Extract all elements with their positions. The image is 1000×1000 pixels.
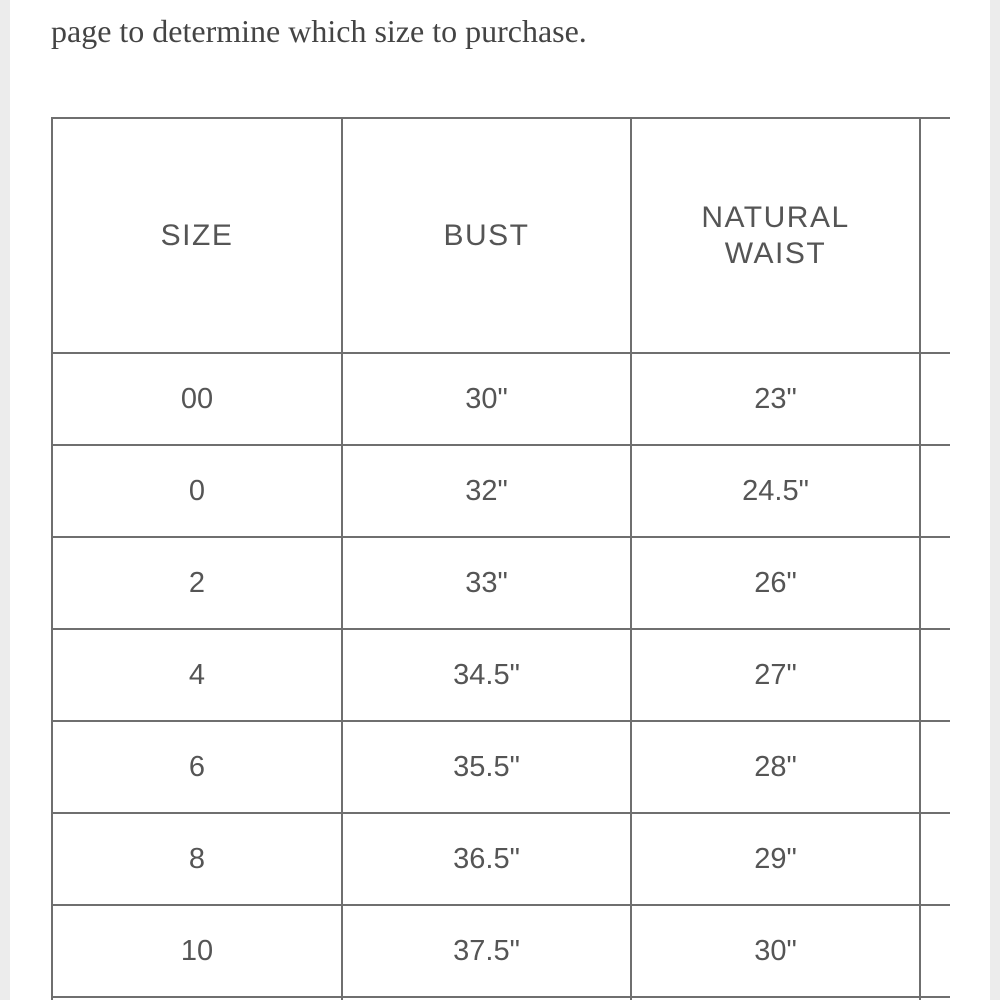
cell-size: 8 (52, 813, 342, 905)
table-row (52, 537, 950, 629)
cell-overflow (920, 629, 950, 721)
cell-overflow (920, 537, 950, 629)
size-chart-table (51, 117, 950, 1000)
column-header-natural-waist: NATURAL WAIST (631, 118, 920, 353)
cell-natural-waist: 28" (631, 721, 920, 813)
page-content (10, 0, 990, 1000)
cell-bust: 30" (342, 353, 631, 445)
table-row (52, 629, 950, 721)
cell-natural-waist: 24.5" (631, 445, 920, 537)
table-row (52, 813, 950, 905)
column-header-size: SIZE (52, 118, 342, 353)
cell-bust: 37.5" (342, 905, 631, 997)
table-row (52, 721, 950, 813)
table-row (52, 905, 950, 997)
cell-overflow (920, 905, 950, 997)
cell-overflow (920, 353, 950, 445)
cell-natural-waist: 26" (631, 537, 920, 629)
column-header-bust: BUST (342, 118, 631, 353)
cell-bust: 35.5" (342, 721, 631, 813)
cell-overflow (920, 721, 950, 813)
table-header-row (52, 118, 950, 353)
cell-size: 00 (52, 353, 342, 445)
column-header-overflow (920, 118, 950, 353)
cell-natural-waist: 30" (631, 905, 920, 997)
cell-natural-waist: 27" (631, 629, 920, 721)
cell-bust: 33" (342, 537, 631, 629)
cell-bust: 36.5" (342, 813, 631, 905)
cell-size: 0 (52, 445, 342, 537)
cell-size: 4 (52, 629, 342, 721)
cell-overflow (920, 445, 950, 537)
cell-size: 2 (52, 537, 342, 629)
size-chart-body (52, 353, 950, 1000)
cell-bust: 32" (342, 445, 631, 537)
cell-bust: 34.5" (342, 629, 631, 721)
cell-natural-waist: 23" (631, 353, 920, 445)
intro-line-2: page to determine which size to purchase. (51, 13, 587, 49)
size-guide-intro-text (51, 0, 951, 56)
table-row (52, 445, 950, 537)
cell-natural-waist: 29" (631, 813, 920, 905)
cell-size: 6 (52, 721, 342, 813)
cell-overflow (920, 813, 950, 905)
table-row (52, 353, 950, 445)
cell-size: 10 (52, 905, 342, 997)
